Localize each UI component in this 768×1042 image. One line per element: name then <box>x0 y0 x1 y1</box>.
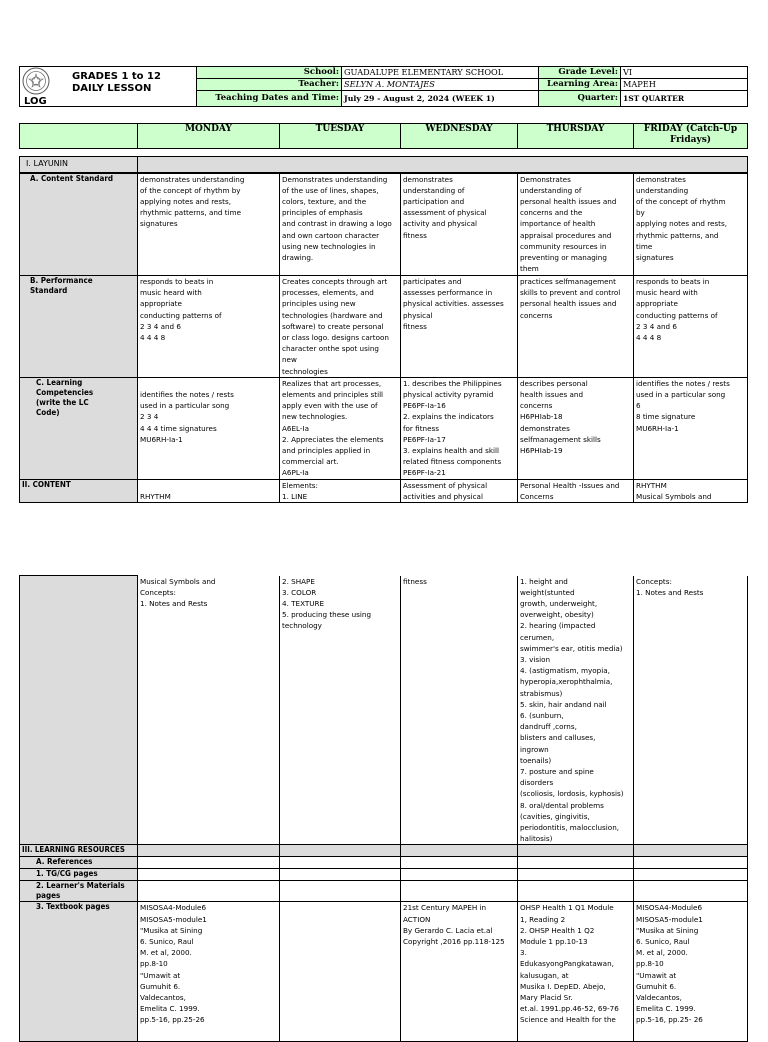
cell: practices selfmanagement skills to prevent and control personal health issues and concerns <box>518 276 634 378</box>
dll-title-2: DAILY LESSON <box>72 83 152 94</box>
day-monday: MONDAY <box>138 124 280 149</box>
lesson-table-page1 <box>19 123 748 503</box>
tg-cg-row <box>20 869 748 881</box>
cell: identifies the notes / rests used in a particular song 6 8 time signature MU6RH-Ia-1 <box>634 377 748 479</box>
layunin-row <box>20 157 748 173</box>
cell: responds to beats in music heard with appropriate conducting patterns of 2 3 4 and 6 4 4 4 8 <box>138 276 280 378</box>
teacher-label: Teacher: <box>197 79 342 91</box>
row-label: A. Content Standard <box>20 173 138 276</box>
teaching-dates-label: Teaching Dates and Time: <box>197 91 342 107</box>
dll-title-1: GRADES 1 to 12 <box>72 71 161 82</box>
cell: Personal Health -Issues and Concerns <box>518 479 634 502</box>
day-friday: FRIDAY (Catch-Up Fridays) <box>634 124 748 149</box>
cell: 21st Century MAPEH in ACTION By Gerardo C. Lacia et.al Copyright ,2016 pp.118-125 <box>401 902 518 1042</box>
learning-resources-row <box>20 845 748 857</box>
header-table <box>19 66 748 107</box>
lesson-table-page2 <box>19 575 748 1042</box>
cell: fitness <box>401 576 518 845</box>
cell: RHYTHM <box>138 479 280 502</box>
cell: Elements: 1. LINE <box>280 479 401 502</box>
row-label: C. Learning Competencies (write the LC Code) <box>20 377 138 479</box>
quarter-label: Quarter: <box>539 91 621 107</box>
grade-level-value: VI <box>621 67 748 79</box>
cell: demonstrates understanding of participation and assessment of physical activity and physical fitness <box>401 173 518 276</box>
row-label: 3. Textbook pages <box>20 902 138 1042</box>
cell: Demonstrates understanding of personal health issues and concerns and the importance of health appraisal procedures and community resources in preventing or managing them <box>518 173 634 276</box>
cell: identifies the notes / rests used in a particular song 2 3 4 4 4 4 time signatures MU6RH-Ia-1 <box>138 377 280 479</box>
day-tuesday: TUESDAY <box>280 124 401 149</box>
cell: Realizes that art processes, elements and principles still apply even with the use of new technologies. A6EL-Ia 2. Appreciates the elements and principles applied in commercial art. A6PL-Ia <box>280 377 401 479</box>
content-standard-row <box>20 173 748 276</box>
cell: Demonstrates understanding of the use of lines, shapes, colors, texture, and the principles of emphasis and contrast in drawing a logo and own cartoon character using new technologies in drawing. <box>280 173 401 276</box>
layunin-label: I. LAYUNIN <box>20 157 138 173</box>
dll-title-3: LOG <box>24 96 47 107</box>
references-row <box>20 857 748 869</box>
row-label: 2. Learner's Materials pages <box>20 881 138 902</box>
row-label: III. LEARNING RESOURCES <box>20 845 138 857</box>
cell: MISOSA4-Module6 MISOSA5-module1 "Musika at Sining 6. Sunico, Raul M. et al, 2000. pp.8-10 "Umawit at Gumuhit 6. Valdecantos, Emelita C. 1999. pp.5-16, pp.25-26 <box>138 902 280 1042</box>
school-label: School: <box>197 67 342 79</box>
cell: MISOSA4-Module6 MISOSA5-module1 "Musika at Sining 6. Sunico, Raul M. et al, 2000. pp.8-10 "Umawit at Gumuhit 6. Valdecantos, Emelita C. 1999. pp.5-16, pp.25- 26 <box>634 902 748 1042</box>
learning-competencies-row <box>20 377 748 479</box>
quarter-value: 1ST QUARTER <box>621 91 748 107</box>
cell: demonstrates understanding of the concept of rhythm by applying notes and rests, rhythmic patterns, and time signatures <box>634 173 748 276</box>
cell <box>280 902 401 1042</box>
cell: 1. height and weight(stunted growth, underweight, overweight, obesity) 2. hearing (impacted cerumen, swimmer's ear, otitis media) 3. vision 4. (astigmatism, myopia, hyperopia,xerophthalmia, strabismus) 5. skin, hair andand nail 6. (sunburn, dandruff ,corns, blisters and calluses, ingrown toenails) 7. posture and spine disorders (scoliosis, lordosis, kyphosis) 8. oral/dental problems (cavities, gingivitis, periodontitis, malocclusion, halitosis) <box>518 576 634 845</box>
grade-level-label: Grade Level: <box>539 67 621 79</box>
cell: Creates concepts through art processes, elements, and principles using new technologies (hardware and software) to create personal or class logo. designs cartoon character onthe spot using new technologies <box>280 276 401 378</box>
teacher-value: SELYN A. MONTAJES <box>342 79 539 91</box>
cell: demonstrates understanding of the concept of rhythm by applying notes and rests, rhythmic patterns, and time signatures <box>138 173 280 276</box>
cell: 1. describes the Philippines physical activity pyramid PE6PF-Ia-16 2. explains the indicators for fitness PE6PF-Ia-17 3. explains health and skill related fitness components PE6PF-Ia-21 <box>401 377 518 479</box>
cell: participates and assesses performance in physical activities. assesses physical fitness <box>401 276 518 378</box>
cell: responds to beats in music heard with appropriate conducting patterns of 2 3 4 and 6 4 4 4 8 <box>634 276 748 378</box>
row-label: B. Performance Standard <box>20 276 138 378</box>
cell: RHYTHM Musical Symbols and <box>634 479 748 502</box>
days-header-row <box>20 124 748 149</box>
learners-materials-row <box>20 881 748 902</box>
cell: Assessment of physical activities and physical <box>401 479 518 502</box>
cell: Concepts: 1. Notes and Rests <box>634 576 748 845</box>
learning-area-value: MAPEH <box>621 79 748 91</box>
cell: Musical Symbols and Concepts: 1. Notes and Rests <box>138 576 280 845</box>
teaching-dates-value: July 29 - August 2, 2024 (WEEK 1) <box>342 91 539 107</box>
content-row <box>20 479 748 502</box>
day-thursday: THURSDAY <box>518 124 634 149</box>
row-label: II. CONTENT <box>20 479 138 502</box>
content-continued-row <box>20 576 748 845</box>
cell: OHSP Health 1 Q1 Module 1, Reading 2 2. OHSP Health 1 Q2 Module 1 pp.10-13 3. EdukasyongPangkatawan, kalusugan, at Musika I. DepED. Abejo, Mary Placid Sr. et.al. 1991.pp.46-52, 69-76 Science and Health for the <box>518 902 634 1042</box>
cell: 2. SHAPE 3. COLOR 4. TEXTURE 5. producing these using technology <box>280 576 401 845</box>
row-label: A. References <box>20 857 138 869</box>
textbook-row <box>20 902 748 1042</box>
performance-standard-row <box>20 276 748 378</box>
learning-area-label: Learning Area: <box>539 79 621 91</box>
day-wednesday: WEDNESDAY <box>401 124 518 149</box>
cell: describes personal health issues and concerns H6PHIab-18 demonstrates selfmanagement skills H6PHIab-19 <box>518 377 634 479</box>
school-value: GUADALUPE ELEMENTARY SCHOOL <box>342 67 539 79</box>
row-label: 1. TG/CG pages <box>20 869 138 881</box>
